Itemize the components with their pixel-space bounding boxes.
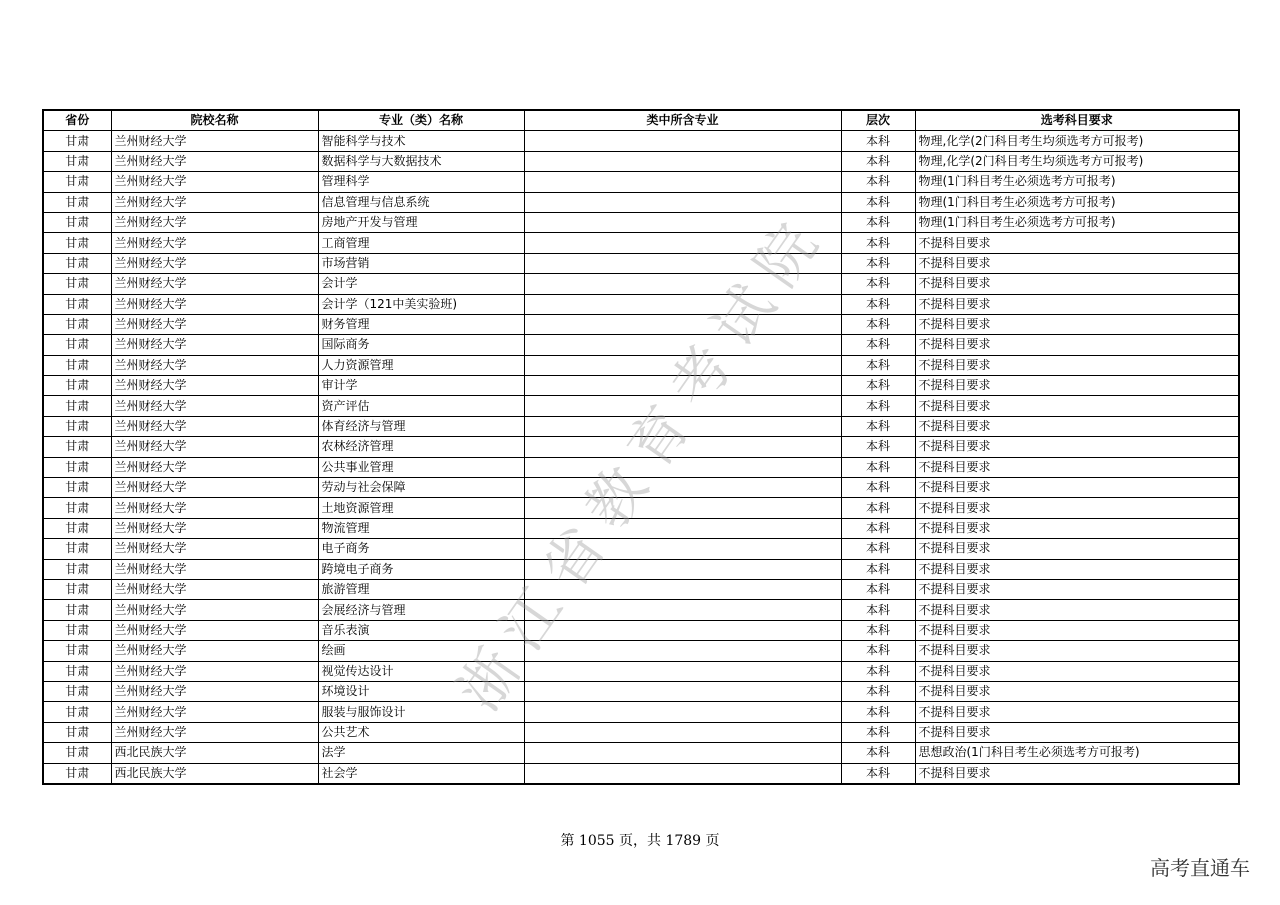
cell-subject-requirements: 物理(1门科目考生必须选考方可报考) (915, 192, 1239, 212)
table-row (43, 518, 1239, 538)
cell-included-majors (524, 661, 841, 681)
header-level: 层次 (841, 110, 915, 131)
cell-major-name: 公共艺术 (318, 722, 524, 742)
cell-major-name: 人力资源管理 (318, 355, 524, 375)
cell-school-name: 兰州财经大学 (111, 376, 318, 396)
cell-school-name: 兰州财经大学 (111, 539, 318, 559)
cell-level: 本科 (841, 498, 915, 518)
cell-school-name: 西北民族大学 (111, 743, 318, 763)
cell-province: 甘肃 (43, 253, 111, 273)
cell-major-name: 环境设计 (318, 681, 524, 701)
cell-major-name: 管理科学 (318, 172, 524, 192)
table-row (43, 478, 1239, 498)
cell-major-name: 劳动与社会保障 (318, 478, 524, 498)
cell-province: 甘肃 (43, 681, 111, 701)
table-row (43, 192, 1239, 212)
cell-province: 甘肃 (43, 274, 111, 294)
table-row (43, 559, 1239, 579)
cell-school-name: 兰州财经大学 (111, 620, 318, 640)
cell-subject-requirements: 不提科目要求 (915, 457, 1239, 477)
cell-province: 甘肃 (43, 539, 111, 559)
cell-included-majors (524, 355, 841, 375)
cell-province: 甘肃 (43, 437, 111, 457)
table-row (43, 274, 1239, 294)
cell-included-majors (524, 457, 841, 477)
table-row (43, 416, 1239, 436)
cell-school-name: 兰州财经大学 (111, 172, 318, 192)
cell-school-name: 兰州财经大学 (111, 457, 318, 477)
cell-subject-requirements: 不提科目要求 (915, 294, 1239, 314)
cell-major-name: 跨境电子商务 (318, 559, 524, 579)
table-row (43, 151, 1239, 171)
cell-major-name: 社会学 (318, 763, 524, 784)
table-row (43, 131, 1239, 151)
cell-major-name: 电子商务 (318, 539, 524, 559)
cell-school-name: 兰州财经大学 (111, 702, 318, 722)
cell-level: 本科 (841, 600, 915, 620)
cell-subject-requirements: 不提科目要求 (915, 233, 1239, 253)
cell-included-majors (524, 498, 841, 518)
cell-major-name: 工商管理 (318, 233, 524, 253)
cell-school-name: 兰州财经大学 (111, 355, 318, 375)
cell-school-name: 兰州财经大学 (111, 518, 318, 538)
cell-school-name: 兰州财经大学 (111, 416, 318, 436)
cell-province: 甘肃 (43, 722, 111, 742)
cell-included-majors (524, 335, 841, 355)
header-major-name: 专业（类）名称 (318, 110, 524, 131)
table-row (43, 396, 1239, 416)
cell-province: 甘肃 (43, 457, 111, 477)
table-row (43, 661, 1239, 681)
cell-included-majors (524, 437, 841, 457)
cell-major-name: 房地产开发与管理 (318, 212, 524, 232)
cell-province: 甘肃 (43, 620, 111, 640)
cell-major-name: 国际商务 (318, 335, 524, 355)
header-school-name: 院校名称 (111, 110, 318, 131)
cell-province: 甘肃 (43, 518, 111, 538)
cell-major-name: 信息管理与信息系统 (318, 192, 524, 212)
cell-school-name: 兰州财经大学 (111, 579, 318, 599)
cell-major-name: 智能科学与技术 (318, 131, 524, 151)
cell-school-name: 兰州财经大学 (111, 681, 318, 701)
cell-level: 本科 (841, 702, 915, 722)
cell-subject-requirements: 不提科目要求 (915, 355, 1239, 375)
cell-school-name: 兰州财经大学 (111, 722, 318, 742)
cell-school-name: 兰州财经大学 (111, 314, 318, 334)
cell-province: 甘肃 (43, 172, 111, 192)
table-row (43, 253, 1239, 273)
cell-subject-requirements: 思想政治(1门科目考生必须选考方可报考) (915, 743, 1239, 763)
cell-province: 甘肃 (43, 416, 111, 436)
cell-school-name: 兰州财经大学 (111, 294, 318, 314)
table-row (43, 681, 1239, 701)
cell-major-name: 法学 (318, 743, 524, 763)
cell-level: 本科 (841, 335, 915, 355)
cell-subject-requirements: 不提科目要求 (915, 376, 1239, 396)
cell-subject-requirements: 不提科目要求 (915, 314, 1239, 334)
cell-level: 本科 (841, 151, 915, 171)
cell-included-majors (524, 253, 841, 273)
cell-subject-requirements: 不提科目要求 (915, 396, 1239, 416)
table-body (43, 131, 1239, 784)
cell-level: 本科 (841, 253, 915, 273)
cell-major-name: 数据科学与大数据技术 (318, 151, 524, 171)
cell-included-majors (524, 416, 841, 436)
cell-included-majors (524, 702, 841, 722)
table-header (43, 110, 1239, 131)
cell-major-name: 会展经济与管理 (318, 600, 524, 620)
cell-subject-requirements: 不提科目要求 (915, 661, 1239, 681)
cell-school-name: 兰州财经大学 (111, 437, 318, 457)
table-row (43, 437, 1239, 457)
cell-subject-requirements: 不提科目要求 (915, 253, 1239, 273)
cell-province: 甘肃 (43, 151, 111, 171)
cell-major-name: 会计学（121中美实验班) (318, 294, 524, 314)
cell-included-majors (524, 172, 841, 192)
table-row (43, 172, 1239, 192)
cell-subject-requirements: 不提科目要求 (915, 478, 1239, 498)
cell-included-majors (524, 376, 841, 396)
cell-subject-requirements: 不提科目要求 (915, 518, 1239, 538)
cell-major-name: 资产评估 (318, 396, 524, 416)
cell-subject-requirements: 不提科目要求 (915, 681, 1239, 701)
cell-level: 本科 (841, 559, 915, 579)
cell-level: 本科 (841, 355, 915, 375)
cell-level: 本科 (841, 457, 915, 477)
cell-school-name: 兰州财经大学 (111, 498, 318, 518)
cell-province: 甘肃 (43, 294, 111, 314)
cell-included-majors (524, 600, 841, 620)
cell-included-majors (524, 131, 841, 151)
cell-included-majors (524, 539, 841, 559)
cell-level: 本科 (841, 212, 915, 232)
cell-level: 本科 (841, 661, 915, 681)
cell-included-majors (524, 294, 841, 314)
cell-included-majors (524, 274, 841, 294)
cell-province: 甘肃 (43, 763, 111, 784)
table-row (43, 294, 1239, 314)
table-row (43, 212, 1239, 232)
cell-province: 甘肃 (43, 376, 111, 396)
cell-level: 本科 (841, 579, 915, 599)
cell-subject-requirements: 不提科目要求 (915, 579, 1239, 599)
cell-major-name: 市场营销 (318, 253, 524, 273)
admission-requirements-table (42, 109, 1240, 785)
cell-province: 甘肃 (43, 314, 111, 334)
table-row (43, 498, 1239, 518)
cell-level: 本科 (841, 172, 915, 192)
cell-school-name: 兰州财经大学 (111, 396, 318, 416)
cell-subject-requirements: 不提科目要求 (915, 437, 1239, 457)
cell-included-majors (524, 559, 841, 579)
cell-included-majors (524, 151, 841, 171)
cell-major-name: 财务管理 (318, 314, 524, 334)
table-row (43, 579, 1239, 599)
cell-province: 甘肃 (43, 233, 111, 253)
cell-province: 甘肃 (43, 192, 111, 212)
cell-level: 本科 (841, 396, 915, 416)
cell-level: 本科 (841, 478, 915, 498)
cell-subject-requirements: 不提科目要求 (915, 539, 1239, 559)
cell-province: 甘肃 (43, 212, 111, 232)
cell-level: 本科 (841, 743, 915, 763)
table-row (43, 376, 1239, 396)
cell-province: 甘肃 (43, 396, 111, 416)
cell-school-name: 兰州财经大学 (111, 131, 318, 151)
cell-province: 甘肃 (43, 559, 111, 579)
cell-included-majors (524, 722, 841, 742)
cell-subject-requirements: 不提科目要求 (915, 416, 1239, 436)
cell-school-name: 兰州财经大学 (111, 274, 318, 294)
cell-level: 本科 (841, 641, 915, 661)
cell-subject-requirements: 不提科目要求 (915, 274, 1239, 294)
cell-subject-requirements: 不提科目要求 (915, 498, 1239, 518)
table-row (43, 314, 1239, 334)
cell-level: 本科 (841, 681, 915, 701)
cell-included-majors (524, 396, 841, 416)
cell-school-name: 兰州财经大学 (111, 661, 318, 681)
cell-level: 本科 (841, 233, 915, 253)
table-row (43, 620, 1239, 640)
table-row (43, 763, 1239, 784)
cell-province: 甘肃 (43, 641, 111, 661)
cell-major-name: 体育经济与管理 (318, 416, 524, 436)
cell-subject-requirements: 物理,化学(2门科目考生均须选考方可报考) (915, 131, 1239, 151)
cell-included-majors (524, 641, 841, 661)
cell-subject-requirements: 不提科目要求 (915, 702, 1239, 722)
cell-subject-requirements: 不提科目要求 (915, 641, 1239, 661)
cell-major-name: 绘画 (318, 641, 524, 661)
header-subject-requirements: 选考科目要求 (915, 110, 1239, 131)
cell-school-name: 兰州财经大学 (111, 233, 318, 253)
cell-major-name: 音乐表演 (318, 620, 524, 640)
cell-province: 甘肃 (43, 478, 111, 498)
cell-school-name: 兰州财经大学 (111, 559, 318, 579)
cell-major-name: 农林经济管理 (318, 437, 524, 457)
cell-subject-requirements: 不提科目要求 (915, 600, 1239, 620)
table-row (43, 355, 1239, 375)
cell-school-name: 兰州财经大学 (111, 335, 318, 355)
cell-level: 本科 (841, 620, 915, 640)
cell-level: 本科 (841, 274, 915, 294)
cell-major-name: 旅游管理 (318, 579, 524, 599)
cell-level: 本科 (841, 437, 915, 457)
cell-province: 甘肃 (43, 498, 111, 518)
cell-subject-requirements: 不提科目要求 (915, 559, 1239, 579)
cell-school-name: 兰州财经大学 (111, 212, 318, 232)
cell-major-name: 审计学 (318, 376, 524, 396)
cell-level: 本科 (841, 294, 915, 314)
cell-province: 甘肃 (43, 335, 111, 355)
cell-level: 本科 (841, 518, 915, 538)
cell-subject-requirements: 不提科目要求 (915, 722, 1239, 742)
cell-included-majors (524, 192, 841, 212)
table-row (43, 233, 1239, 253)
table-row (43, 335, 1239, 355)
cell-subject-requirements: 物理(1门科目考生必须选考方可报考) (915, 172, 1239, 192)
cell-subject-requirements: 物理(1门科目考生必须选考方可报考) (915, 212, 1239, 232)
cell-level: 本科 (841, 722, 915, 742)
cell-level: 本科 (841, 192, 915, 212)
cell-major-name: 视觉传达设计 (318, 661, 524, 681)
cell-school-name: 兰州财经大学 (111, 600, 318, 620)
cell-school-name: 兰州财经大学 (111, 192, 318, 212)
cell-school-name: 西北民族大学 (111, 763, 318, 784)
cell-level: 本科 (841, 131, 915, 151)
cell-level: 本科 (841, 376, 915, 396)
cell-included-majors (524, 620, 841, 640)
cell-level: 本科 (841, 314, 915, 334)
cell-included-majors (524, 212, 841, 232)
brand-logo-text: 高考直通车 (1150, 856, 1250, 880)
cell-subject-requirements: 不提科目要求 (915, 335, 1239, 355)
cell-school-name: 兰州财经大学 (111, 151, 318, 171)
cell-included-majors (524, 681, 841, 701)
cell-province: 甘肃 (43, 355, 111, 375)
cell-major-name: 土地资源管理 (318, 498, 524, 518)
cell-included-majors (524, 314, 841, 334)
cell-province: 甘肃 (43, 702, 111, 722)
table-row (43, 722, 1239, 742)
cell-level: 本科 (841, 763, 915, 784)
cell-included-majors (524, 579, 841, 599)
table-row (43, 743, 1239, 763)
cell-school-name: 兰州财经大学 (111, 253, 318, 273)
cell-province: 甘肃 (43, 661, 111, 681)
cell-subject-requirements: 不提科目要求 (915, 620, 1239, 640)
cell-major-name: 会计学 (318, 274, 524, 294)
table-row (43, 641, 1239, 661)
cell-included-majors (524, 743, 841, 763)
cell-major-name: 公共事业管理 (318, 457, 524, 477)
cell-included-majors (524, 763, 841, 784)
cell-included-majors (524, 233, 841, 253)
header-province: 省份 (43, 110, 111, 131)
page-number: 第 1055 页，共 1789 页 (560, 833, 720, 849)
cell-province: 甘肃 (43, 579, 111, 599)
watermark-text: 浙江省教育考试院 (444, 198, 840, 723)
cell-province: 甘肃 (43, 600, 111, 620)
cell-included-majors (524, 478, 841, 498)
cell-subject-requirements: 不提科目要求 (915, 763, 1239, 784)
cell-province: 甘肃 (43, 131, 111, 151)
table-row (43, 600, 1239, 620)
table-row (43, 457, 1239, 477)
cell-included-majors (524, 518, 841, 538)
header-row (43, 110, 1239, 131)
cell-level: 本科 (841, 416, 915, 436)
header-included-majors: 类中所含专业 (524, 110, 841, 131)
cell-major-name: 服装与服饰设计 (318, 702, 524, 722)
cell-school-name: 兰州财经大学 (111, 641, 318, 661)
cell-province: 甘肃 (43, 743, 111, 763)
cell-subject-requirements: 物理,化学(2门科目考生均须选考方可报考) (915, 151, 1239, 171)
cell-school-name: 兰州财经大学 (111, 478, 318, 498)
table-row (43, 702, 1239, 722)
cell-major-name: 物流管理 (318, 518, 524, 538)
cell-level: 本科 (841, 539, 915, 559)
table-row (43, 539, 1239, 559)
